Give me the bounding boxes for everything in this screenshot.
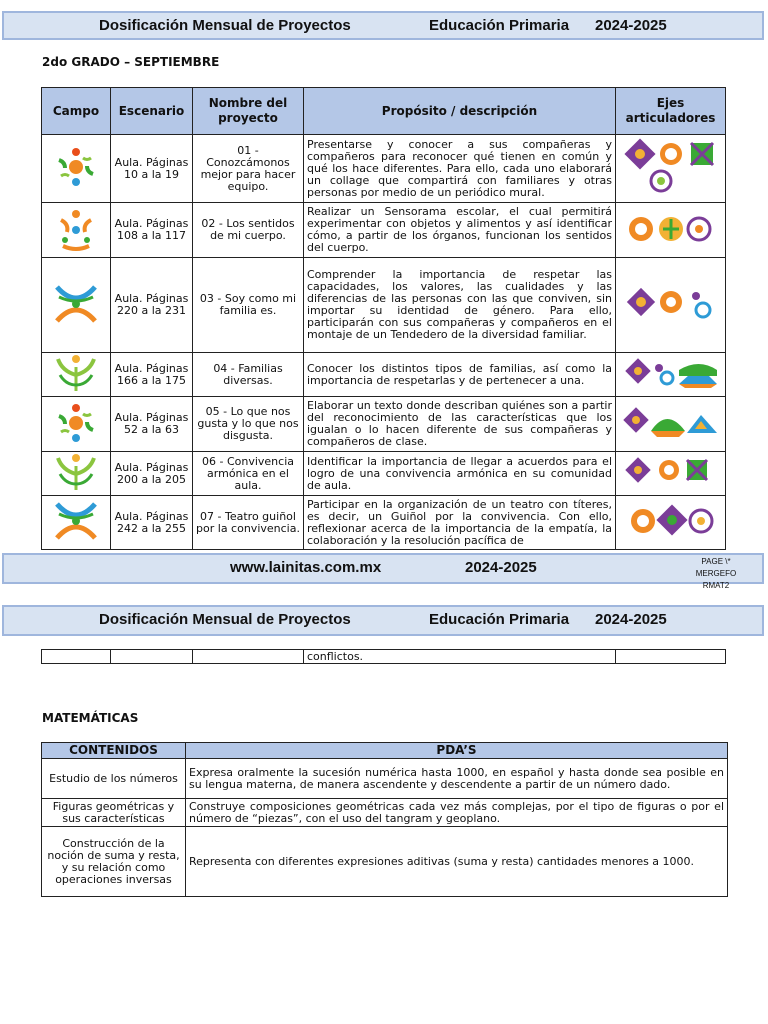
proposito-cell: Conocer los distintos tipos de familias, así como la importancia de respetarlas y de pertenecer a una.: [304, 353, 616, 397]
contenido-cell: Figuras geométricas y sus características: [42, 799, 186, 827]
footer-url: www.lainitas.com.mx: [230, 559, 382, 576]
page-header-banner: [2, 11, 764, 40]
escenario-cell: [111, 650, 193, 664]
table-row: [42, 496, 726, 550]
ejes-icons: [616, 496, 726, 550]
math-table: [41, 742, 728, 897]
header-level: Educación Primaria: [429, 17, 570, 34]
nombre-cell: 07 - Teatro guiñol por la convivencia.: [193, 496, 304, 550]
ejes-icons: [616, 203, 726, 258]
escenario-cell: Aula. Páginas 166 a la 175: [111, 353, 193, 397]
proposito-cell: Realizar un Sensorama escolar, el cual permitirá experimentar con objetos y alimentos y así identificar cómo, a partir de los órganos, funcionan los sentidos del cuerpo.: [304, 203, 616, 258]
escenario-cell: Aula. Páginas 10 a la 19: [111, 135, 193, 203]
table-row: [42, 397, 726, 452]
col-contenidos: CONTENIDOS: [42, 743, 186, 759]
table-row: [42, 759, 728, 799]
nombre-cell: 02 - Los sentidos de mi cuerpo.: [193, 203, 304, 258]
ejes-icons: [616, 397, 726, 452]
nombre-cell: 03 - Soy como mi familia es.: [193, 258, 304, 353]
contenido-cell: Estudio de los números: [42, 759, 186, 799]
pda-cell: Representa con diferentes expresiones aditivas (suma y resta) cantidades menores a 1000.: [186, 827, 728, 897]
pda-cell: Construye composiciones geométricas cada vez más complejas, por el tipo de figuras o por el número de “piezas”, con el uso del tangram y geoplano.: [186, 799, 728, 827]
campo-humano-icon: [42, 353, 111, 397]
ejes-icons: [616, 135, 726, 203]
campo-etica-icon: [42, 135, 111, 203]
page-footer-banner: [2, 553, 764, 584]
proposito-cell: conflictos.: [304, 650, 616, 664]
header-level-2: Educación Primaria: [429, 611, 570, 628]
nombre-cell: 04 - Familias diversas.: [193, 353, 304, 397]
table-row: [42, 827, 728, 897]
proposito-cell: Identificar la importancia de llegar a acuerdos para el logro de una convivencia armónica en su comunidad de aula.: [304, 452, 616, 496]
campo-humano-icon: [42, 452, 111, 496]
table-row: [42, 799, 728, 827]
ejes-cell: [616, 650, 726, 664]
col-ejes: Ejes articuladores: [616, 88, 726, 135]
col-proposito: Propósito / descripción: [304, 88, 616, 135]
escenario-cell: Aula. Páginas 108 a la 117: [111, 203, 193, 258]
proposito-cell: Presentarse y conocer a sus compañeras y compañeros para reconocer qué tienen en común y qué los hace diferentes. Para ello, cada uno elaborará un collage que compartirá con familiares y otras personas por medio de un periódico mural.: [304, 135, 616, 203]
campo-saberes-icon: [42, 203, 111, 258]
campo-etica-icon: [42, 397, 111, 452]
nombre-cell: 01 - Conozcámonos mejor para hacer equipo.: [193, 135, 304, 203]
math-title: MATEMÁTICAS: [42, 711, 139, 725]
header-title-2: Dosificación Mensual de Proyectos: [99, 611, 351, 628]
table-header-row: [42, 743, 728, 759]
campo-cell: [42, 650, 111, 664]
pda-cell: Expresa oralmente la sucesión numérica hasta 1000, en español y hasta donde sea posible en su lengua materna, de manera ascendente y descendente a partir de un número dado.: [186, 759, 728, 799]
footer-year: 2024-2025: [465, 559, 537, 576]
table-row: [42, 353, 726, 397]
table-row: [42, 258, 726, 353]
header-year: 2024-2025: [595, 17, 667, 34]
nombre-cell: 06 - Convivencia armónica en el aula.: [193, 452, 304, 496]
table-row: [42, 203, 726, 258]
ejes-icons: [616, 452, 726, 496]
table-row: [42, 650, 726, 664]
campo-lenguajes-icon: [42, 496, 111, 550]
escenario-cell: Aula. Páginas 220 a la 231: [111, 258, 193, 353]
escenario-cell: Aula. Páginas 242 a la 255: [111, 496, 193, 550]
col-campo: Campo: [42, 88, 111, 135]
page-header-banner-2: [2, 605, 764, 636]
grade-title: 2do GRADO – SEPTIEMBRE: [42, 55, 220, 69]
contenido-cell: Construcción de la noción de suma y resta, y su relación como operaciones inversas: [42, 827, 186, 897]
projects-table: [41, 87, 726, 550]
campo-lenguajes-icon: [42, 258, 111, 353]
proposito-cell: Elaborar un texto donde describan quiénes son a partir del reconocimiento de las características que los igualan o lo hacen diferente de sus compañeras y compañeros de clase.: [304, 397, 616, 452]
proposito-cell: Comprender la importancia de respetar las capacidades, los valores, las cualidades y las diferencias de las personas con las que conviven, sin importar su identidad de género. Para ello, participarán con sus compañeras y compañeros en el montaje de un Tendedero de la diversidad familiar.: [304, 258, 616, 353]
projects-table-continuation: [41, 649, 726, 664]
nombre-cell: [193, 650, 304, 664]
col-pdas: PDA’S: [186, 743, 728, 759]
proposito-cell: Participar en la organización de un teatro con títeres, es decir, un Guiñol por la convivencia. Con ello, reflexionar acerca de la importancia de la empatía, la colaboración y la resolución pacífica de: [304, 496, 616, 550]
header-year-2: 2024-2025: [595, 611, 667, 628]
table-header-row: [42, 88, 726, 135]
ejes-icons: [616, 258, 726, 353]
header-title: Dosificación Mensual de Proyectos: [99, 17, 351, 34]
nombre-cell: 05 - Lo que nos gusta y lo que nos disgusta.: [193, 397, 304, 452]
col-nombre: Nombre del proyecto: [193, 88, 304, 135]
table-row: [42, 135, 726, 203]
escenario-cell: Aula. Páginas 200 a la 205: [111, 452, 193, 496]
page-number-field: PAGE \* MERGEFO RMAT2: [695, 557, 737, 590]
table-row: [42, 452, 726, 496]
escenario-cell: Aula. Páginas 52 a la 63: [111, 397, 193, 452]
ejes-icons: [616, 353, 726, 397]
col-escenario: Escenario: [111, 88, 193, 135]
